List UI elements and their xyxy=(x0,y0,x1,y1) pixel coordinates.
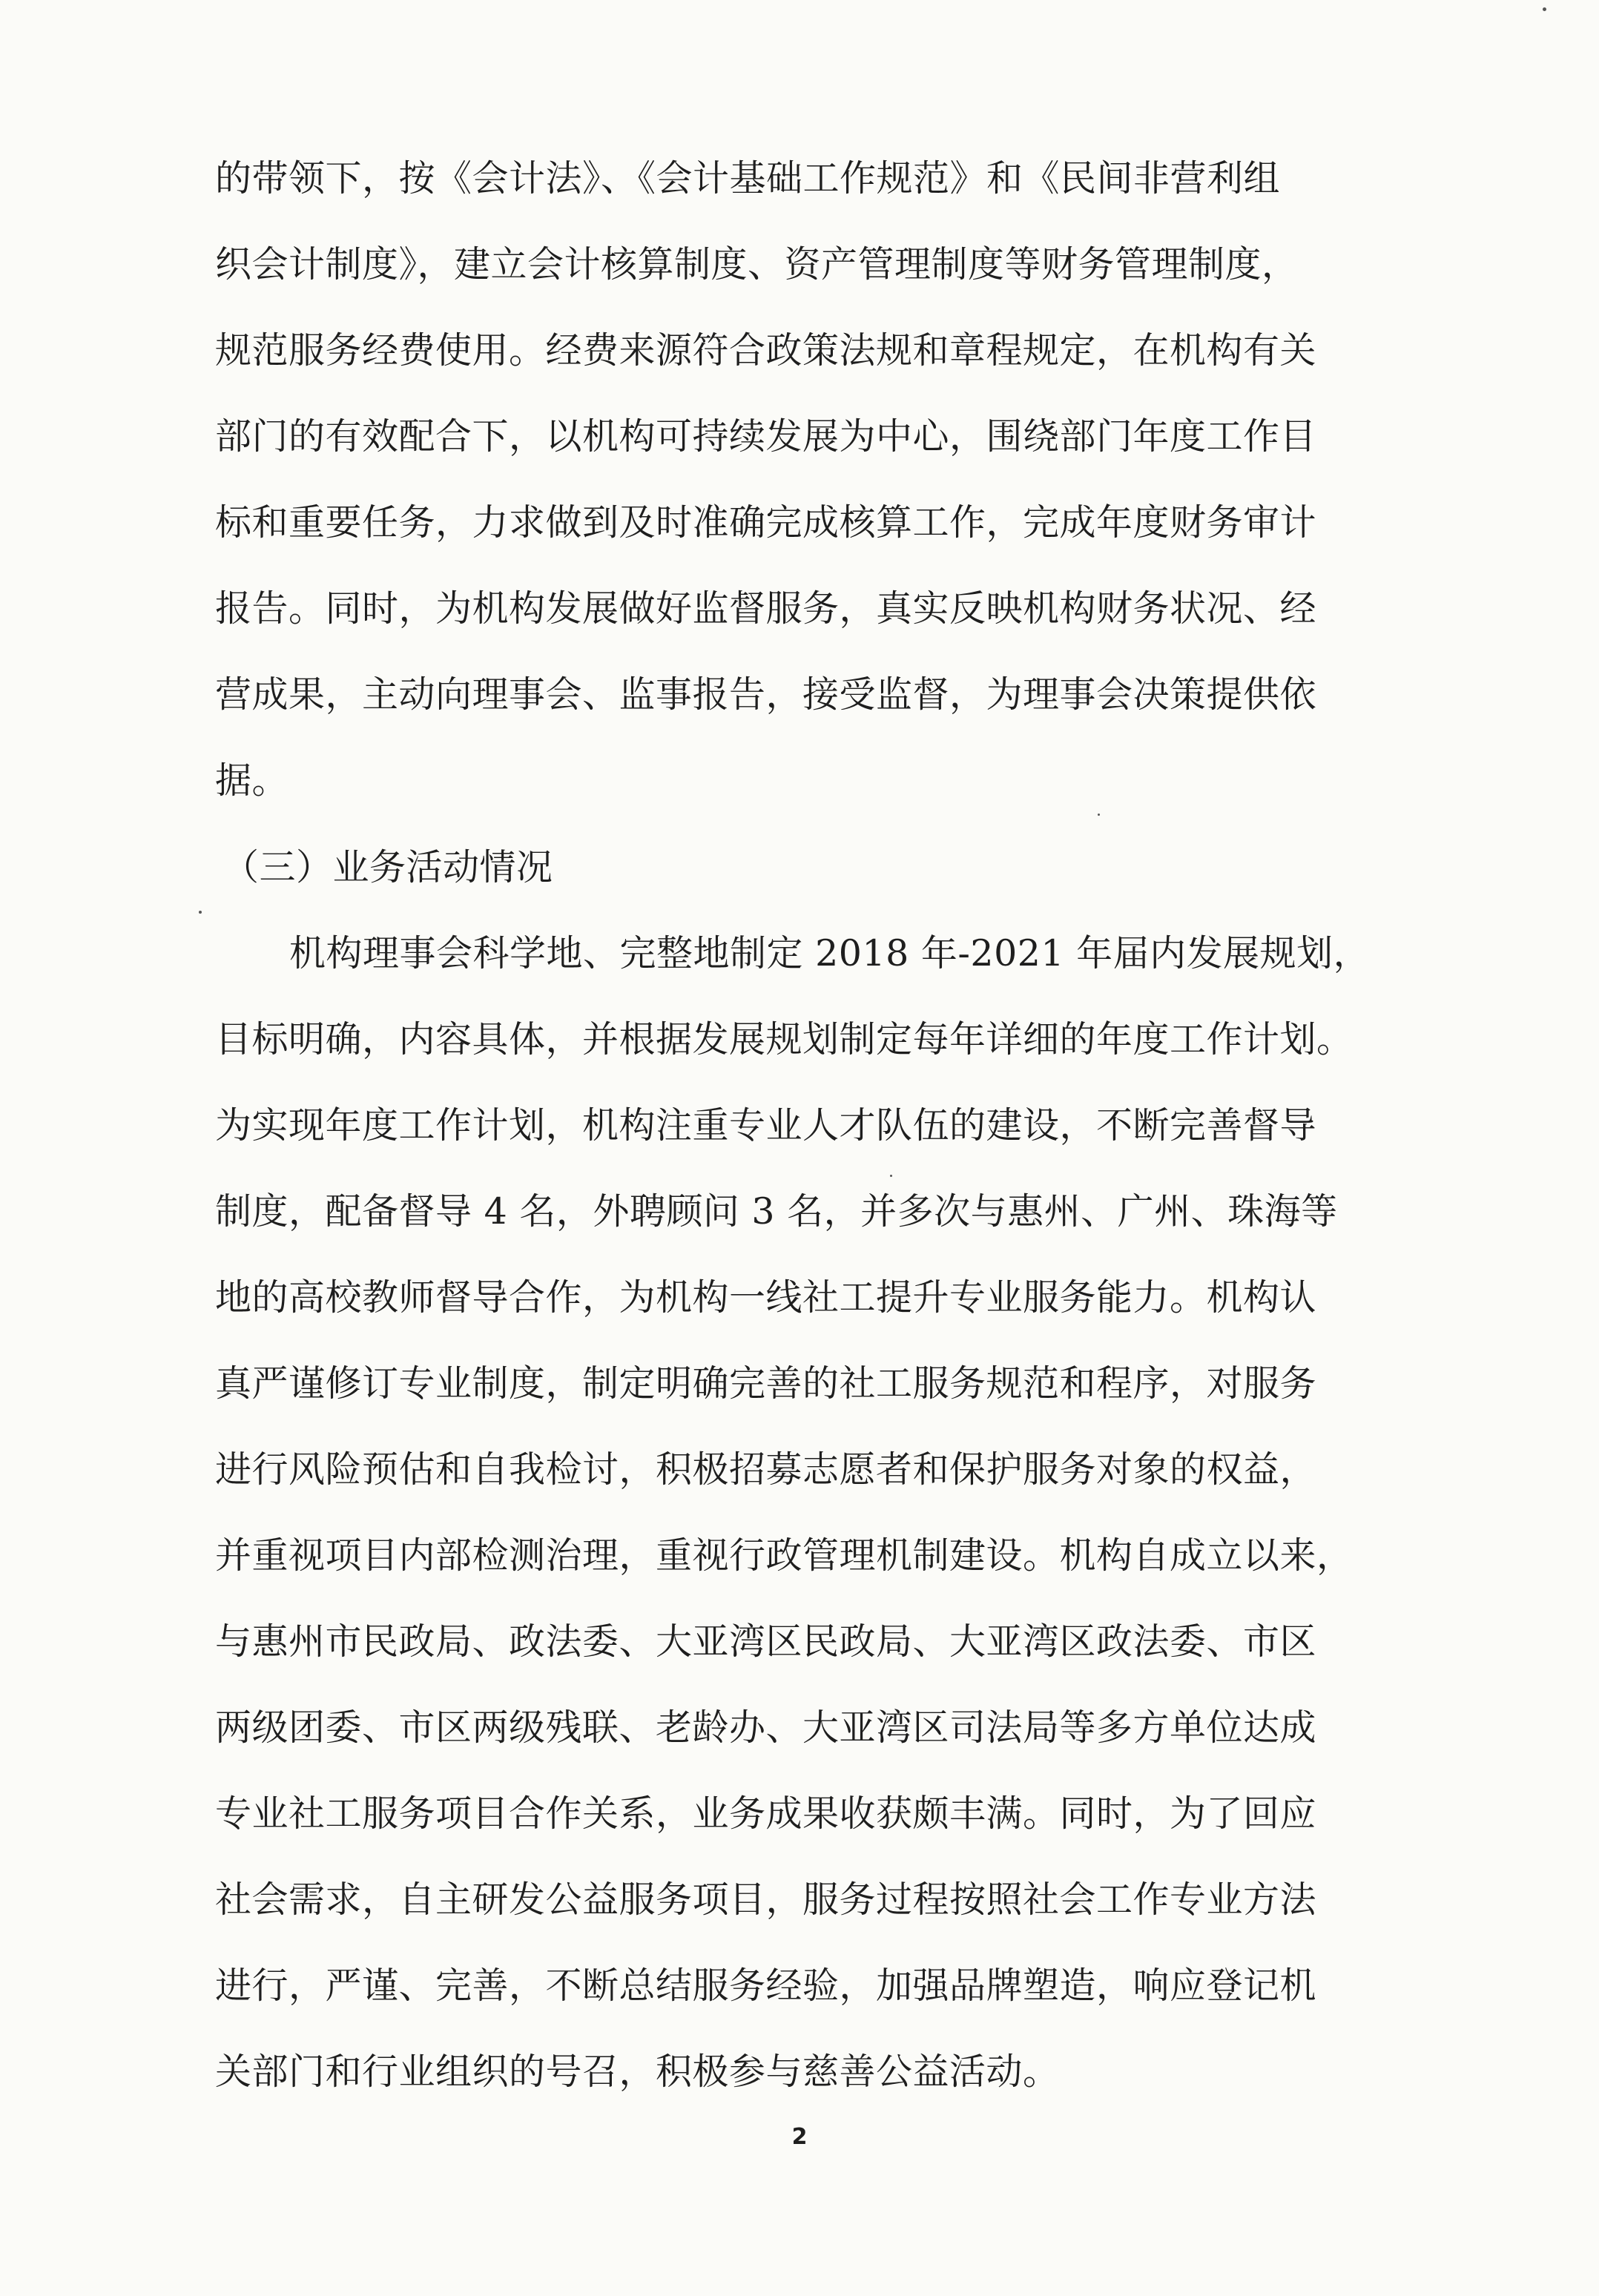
body-text-line: 关部门和行业组织的号召，积极参与慈善公益活动。 xyxy=(215,2051,1060,2093)
body-text-line: 织会计制度》，建立会计核算制度、资产管理制度等财务管理制度， xyxy=(215,243,1299,286)
body-text-line: 为实现年度工作计划，机构注重专业人才队伍的建设，不断完善督导 xyxy=(215,1104,1317,1147)
body-text-line: 并重视项目内部检测治理，重视行政管理机制建设。机构自成立以来， xyxy=(215,1534,1354,1577)
scan-speck xyxy=(1098,814,1100,816)
body-text-line: 目标明确，内容具体，并根据发展规划制定每年详细的年度工作计划。 xyxy=(215,1018,1354,1060)
body-text-line: 据。 xyxy=(215,759,289,802)
body-text-line: 社会需求，自主研发公益服务项目，服务过程按照社会工作专业方法 xyxy=(215,1878,1317,1921)
page-number: 2 xyxy=(791,2124,808,2150)
body-text-line: 进行风险预估和自我检讨，积极招募志愿者和保护服务对象的权益， xyxy=(215,1448,1317,1491)
scan-speck xyxy=(199,911,202,914)
body-text-line: 地的高校教师督导合作，为机构一线社工提升专业服务能力。机构认 xyxy=(215,1276,1317,1319)
body-text-line: 真严谨修订专业制度，制定明确完善的社工服务规范和程序，对服务 xyxy=(215,1362,1317,1405)
body-text-line: 制度，配备督导 4 名，外聘顾问 3 名，并多次与惠州、广州、珠海等 xyxy=(215,1190,1338,1233)
body-text-line: 规范服务经费使用。经费来源符合政策法规和章程规定，在机构有关 xyxy=(215,329,1317,372)
section-heading: （三）业务活动情况 xyxy=(222,846,553,888)
body-text-line: 报告。同时，为机构发展做好监督服务，真实反映机构财务状况、经 xyxy=(215,587,1317,630)
body-text-line: 专业社工服务项目合作关系，业务成果收获颇丰满。同时，为了回应 xyxy=(215,1792,1317,1835)
body-text-line: 与惠州市民政局、政法委、大亚湾区民政局、大亚湾区政法委、市区 xyxy=(215,1620,1317,1663)
body-text-line: 营成果，主动向理事会、监事报告，接受监督，为理事会决策提供依 xyxy=(215,673,1317,716)
body-text-line: 部门的有效配合下，以机构可持续发展为中心，围绕部门年度工作目 xyxy=(215,415,1317,458)
scan-speck xyxy=(890,1175,892,1177)
body-text-line: 标和重要任务，力求做到及时准确完成核算工作，完成年度财务审计 xyxy=(215,501,1317,544)
body-text-line: 进行，严谨、完善，不断总结服务经验，加强品牌塑造，响应登记机 xyxy=(215,1965,1317,2007)
paragraph-first-line: 机构理事会科学地、完整地制定 2018 年-2021 年届内发展规划， xyxy=(289,932,1371,974)
body-text-line: 的带领下，按《会计法》、《会计基础工作规范》和《民间非营利组 xyxy=(215,157,1281,199)
body-text-line: 两级团委、市区两级残联、老龄办、大亚湾区司法局等多方单位达成 xyxy=(215,1706,1317,1749)
scan-speck xyxy=(1543,7,1546,11)
